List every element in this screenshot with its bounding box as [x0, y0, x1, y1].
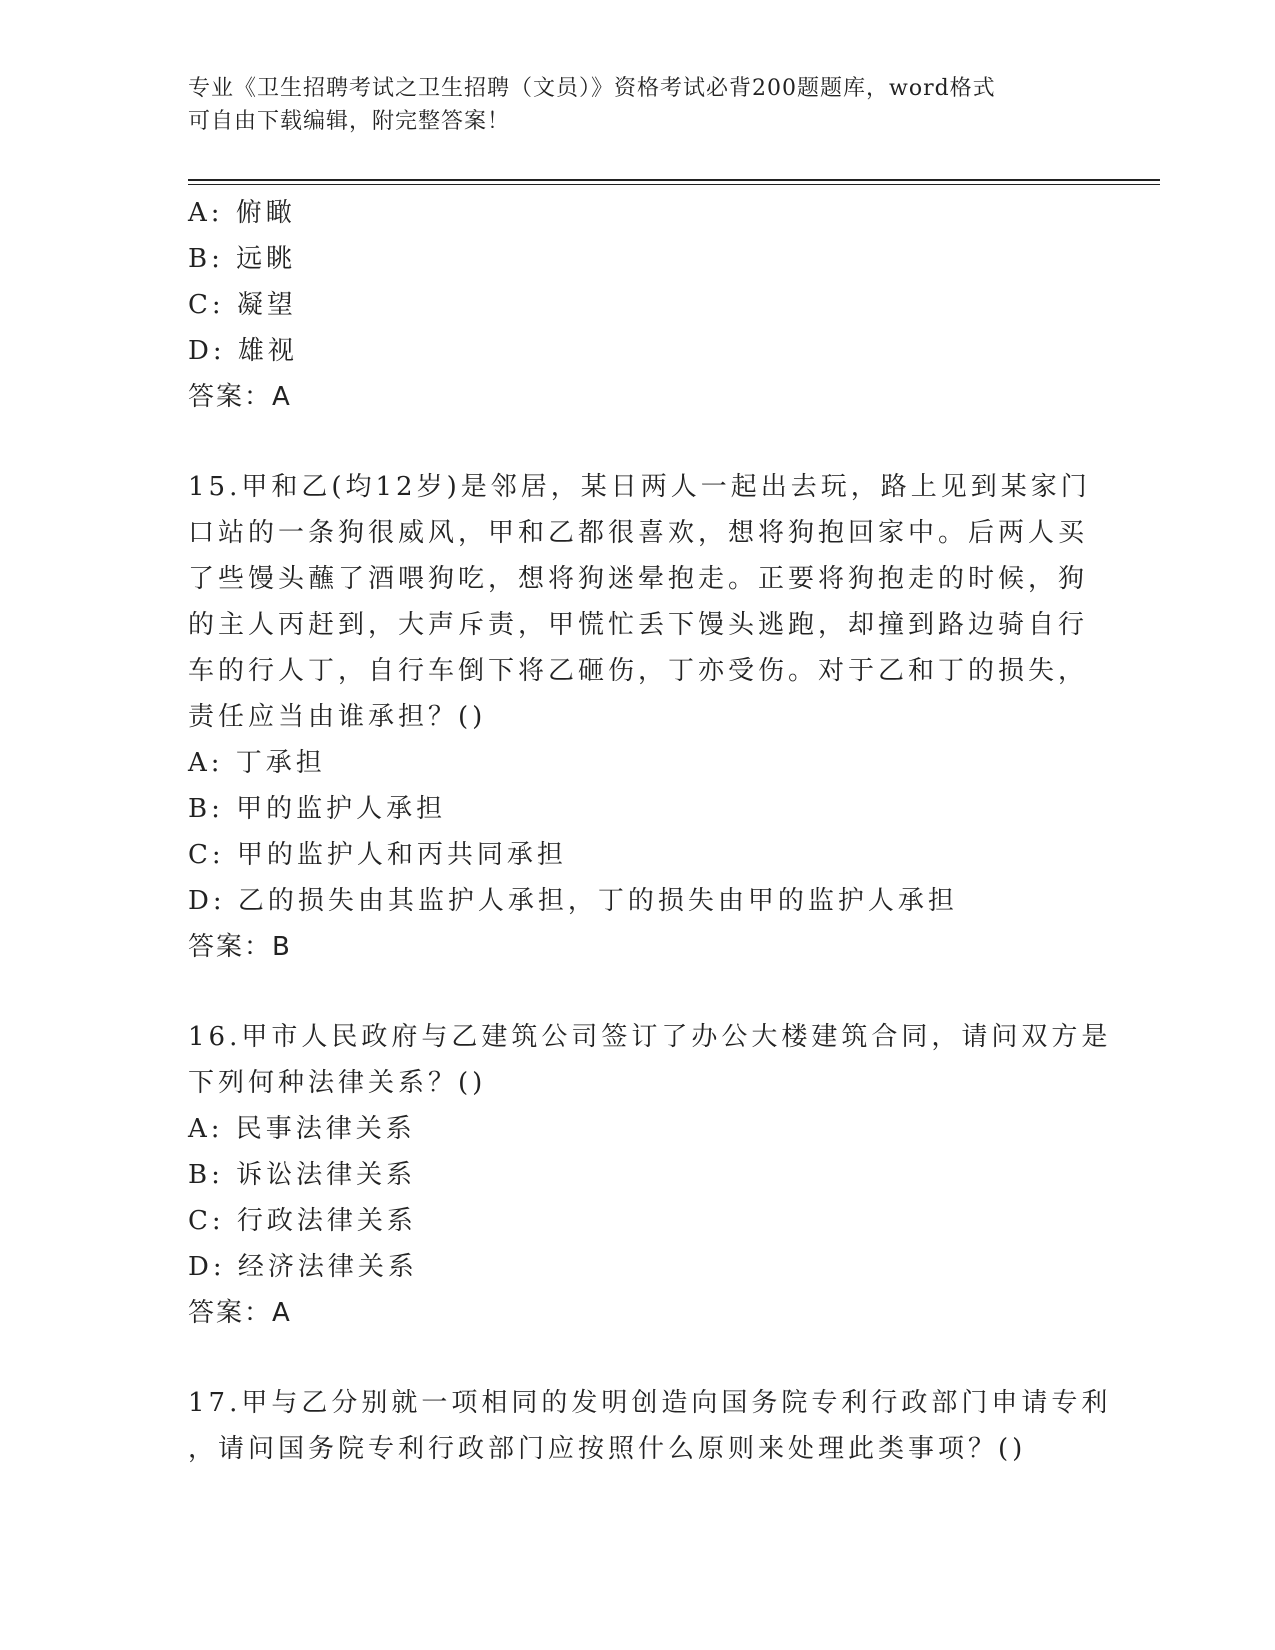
option-a: A: 俯瞰 — [188, 198, 296, 228]
question-text-line: 口站的一条狗很威风，甲和乙都很喜欢，想将狗抱回家中。后两人买 — [188, 518, 1089, 548]
option-b: B: 诉讼法律关系 — [188, 1160, 417, 1190]
option-c: C: 甲的监护人和丙共同承担 — [188, 840, 567, 870]
question-16 — [188, 1014, 1112, 1336]
document-body — [188, 190, 1112, 1472]
document-header — [188, 72, 1068, 138]
question-text-line: 15.甲和乙(均12岁)是邻居，某日两人一起出去玩，路上见到某家门 — [188, 472, 1091, 502]
answer: 答案：B — [188, 932, 292, 962]
option-b: B: 远眺 — [188, 244, 297, 274]
question-text-line: 的主人丙赶到，大声斥责，甲慌忙丢下馒头逃跑，却撞到路边骑自行 — [188, 610, 1089, 640]
option-c: C: 行政法律关系 — [188, 1206, 417, 1236]
answer: 答案：A — [188, 382, 292, 412]
option-a: A: 民事法律关系 — [188, 1114, 416, 1144]
option-d: D: 乙的损失由其监护人承担，丁的损失由甲的监护人承担 — [188, 886, 958, 916]
option-a: A: 丁承担 — [188, 748, 326, 778]
question-text-line: 了些馒头蘸了酒喂狗吃，想将狗迷晕抱走。正要将狗抱走的时候，狗 — [188, 564, 1089, 594]
option-c: C: 凝望 — [188, 290, 297, 320]
question-text-line: 车的行人丁，自行车倒下将乙砸伤，丁亦受伤。对于乙和丁的损失， — [188, 656, 1089, 686]
header-divider-thick — [188, 179, 1160, 181]
question-17 — [188, 1380, 1112, 1472]
option-d: D: 经济法律关系 — [188, 1252, 418, 1282]
question-text-line: ，请问国务院专利行政部门应按照什么原则来处理此类事项？() — [188, 1434, 1027, 1464]
question-text-line: 16.甲市人民政府与乙建筑公司签订了办公大楼建筑合同，请问双方是 — [188, 1022, 1112, 1052]
answer: 答案：A — [188, 1298, 292, 1328]
question-text-line: 责任应当由谁承担？() — [188, 702, 487, 732]
question-15 — [188, 464, 1091, 970]
header-divider-thin — [188, 184, 1160, 185]
question-text-line: 下列何种法律关系？() — [188, 1068, 487, 1098]
option-b: B: 甲的监护人承担 — [188, 794, 447, 824]
header-line-1: 专业《卫生招聘考试之卫生招聘（文员）》资格考试必背200题题库，word格式 — [188, 76, 996, 101]
question-text-line: 17.甲与乙分别就一项相同的发明创造向国务院专利行政部门申请专利 — [188, 1388, 1112, 1418]
option-d: D: 雄视 — [188, 336, 298, 366]
question-14-remainder — [188, 190, 1088, 420]
header-line-2: 可自由下载编辑，附完整答案！ — [188, 109, 511, 134]
